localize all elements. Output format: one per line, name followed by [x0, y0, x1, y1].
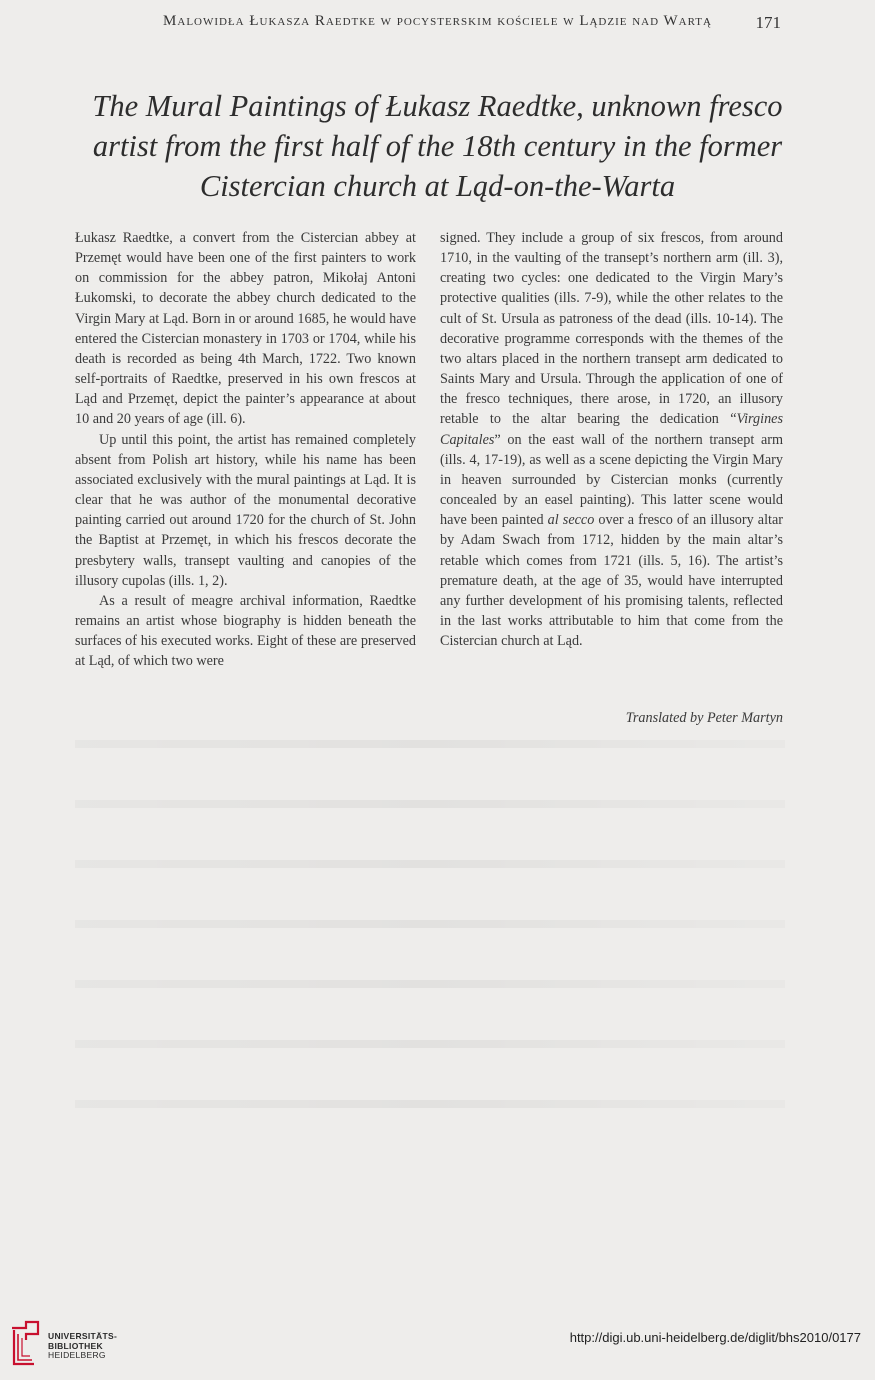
- paragraph-3-continued: [440, 228, 783, 651]
- show-through-shadow: [75, 1100, 785, 1108]
- article-title: The Mural Paintings of Łukasz Raedtke, unknown fresco artist from the first half of the 18th century in the former Cistercian church at Ląd-on-the-Warta: [92, 89, 783, 203]
- paragraph-3: As a result of meagre archival information, Raedtke remains an artist whose biography is hidden beneath the surfaces of his executed works. Eight of these are preserved at Ląd, of which two were: [75, 592, 416, 670]
- logo-line: BIBLIOTHEK: [48, 1340, 103, 1351]
- library-logo-text: [48, 1332, 117, 1361]
- translator-credit: Translated by Peter Martyn: [625, 710, 783, 726]
- footer: [0, 1318, 875, 1380]
- text-run: ” on the east wall of the northern transept arm (ills. 4, 17-19), as well as a scene depicting the Virgin Mary in heaven surrounded by Cistercian monks (currently concealed by an easel painting). This latter scene would have been painted: [440, 431, 783, 529]
- text-run: over a fresco of an illusory altar by Adam Swach from 1712, hidden by the main altar’s retable which comes from 1721 (ills. 5, 16). The artist’s premature death, at the age of 35, would have interrupted any further development of his promising talents, reflected in the last works attributable to him that come from the Cistercian church at Ląd.: [440, 512, 783, 650]
- right-column: [440, 228, 783, 651]
- logo-line: HEIDELBERG: [48, 1350, 106, 1360]
- library-logo-icon: [8, 1318, 42, 1370]
- left-column: [75, 228, 416, 671]
- paragraph-1: Łukasz Raedtke, a convert from the Cistercian abbey at Przemęt would have been one of the first painters to work on commission for the abbey patron, Mikołaj Antoni Łukomski, to decorate the abbey church dedicated to the Virgin Mary at Ląd. Born in or around 1685, he would have entered the Cistercian monastery in 1703 or 1704, while his death is recorded as being 4th March, 1722. Two known self-portraits of Raedtke, preserved in his own frescos at Ląd and Przemęt, depict the painter’s appearance at about 10 and 20 years of age (ill. 6).: [75, 230, 416, 428]
- library-logo[interactable]: [8, 1318, 128, 1370]
- show-through-shadow: [75, 800, 785, 808]
- page-number: 171: [755, 13, 781, 32]
- show-through-shadow: [75, 740, 785, 748]
- running-head: [0, 13, 875, 37]
- technique-italic: al secco: [547, 512, 595, 529]
- show-through-shadow: [75, 1040, 785, 1048]
- show-through-shadow: [75, 920, 785, 928]
- document-url-link[interactable]: http://digi.ub.uni-heidelberg.de/diglit/bhs2010/0177: [569, 1330, 861, 1345]
- show-through-shadow: [75, 860, 785, 868]
- running-title: Malowidła Łukasza Raedtke w pocysterskim kościele w Lądzie nad Wartą: [163, 13, 712, 29]
- show-through-shadow: [75, 980, 785, 988]
- logo-line: UNIVERSITÄTS-: [48, 1331, 118, 1341]
- dedication-italic: Virgines Capitales: [440, 411, 783, 448]
- paragraph-2: Up until this point, the artist has remained completely absent from Polish art history, while his name has been associated exclusively with the mural paintings at Ląd. It is clear that he was author of the monumental decorative painting carried out around 1720 for the church of St. John the Baptist at Przemęt, in which his frescos decorate the presbytery walls, transept vaulting and canopies of the illusory cupolas (ills. 1, 2).: [75, 431, 416, 589]
- text-run: signed. They include a group of six frescos, from around 1710, in the vaulting of the transept’s northern arm (ill. 3), creating two cycles: one dedicated to the Virgin Mary’s protective qualities (ills. 7-9), while the other relates to the cult of St. Ursula as patroness of the dead (ills. 10-14). The decorative programme corresponds with the themes of the two altars placed in the northern transept arm dedicated to Saints Mary and Ursula. Through the application of one of the fresco techniques, there arose, in 1720, an illusory retable to the altar bearing the dedication “: [440, 230, 783, 428]
